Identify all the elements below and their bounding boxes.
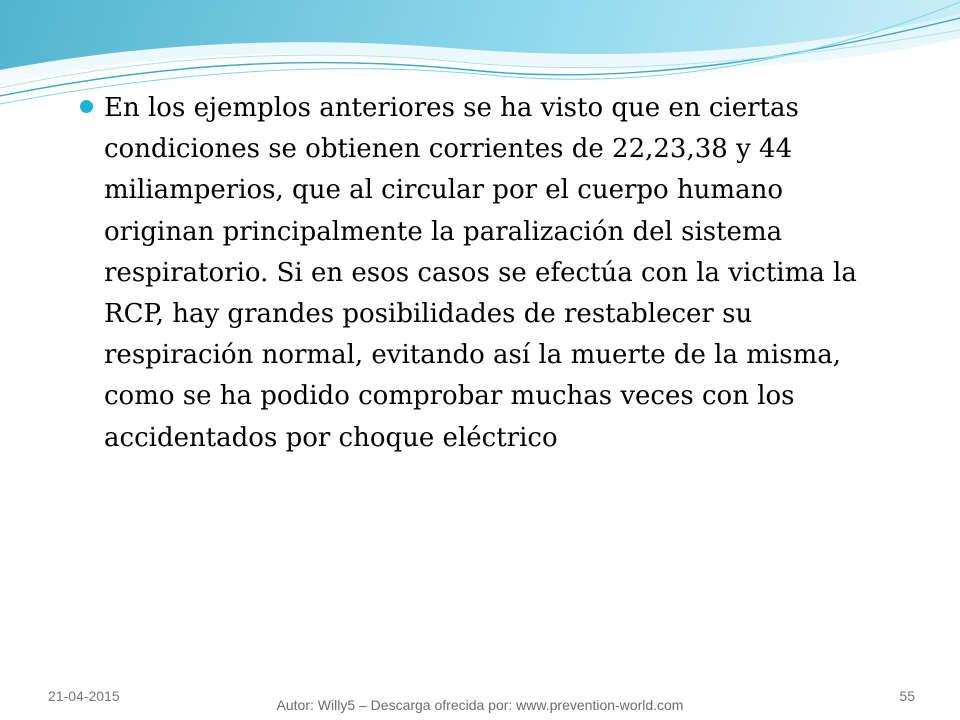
bullet-dot-icon [80, 100, 93, 113]
content-bullet-list [80, 88, 880, 459]
footer-date: 21-04-2015 [48, 688, 120, 704]
footer-page-number: 55 [899, 688, 915, 704]
bullet-item [80, 88, 880, 459]
footer-credit: Autor: Willy5 – Descarga ofrecida por: www.prevention-world.com [276, 697, 684, 713]
bullet-text: En los ejemplos anteriores se ha visto que en ciertas condiciones se obtienen corrientes de 22,23,38 y 44 miliamperios, que al circular por el cuerpo humano originan principalmente la paralización del sistema respiratorio. Si en esos casos se efectúa con la victima la RCP, hay grandes posibilidades de restablecer su respiración normal, evitando así la muerte de la misma, como se ha podido comprobar muchas veces con los accidentados por choque eléctrico [104, 93, 857, 453]
